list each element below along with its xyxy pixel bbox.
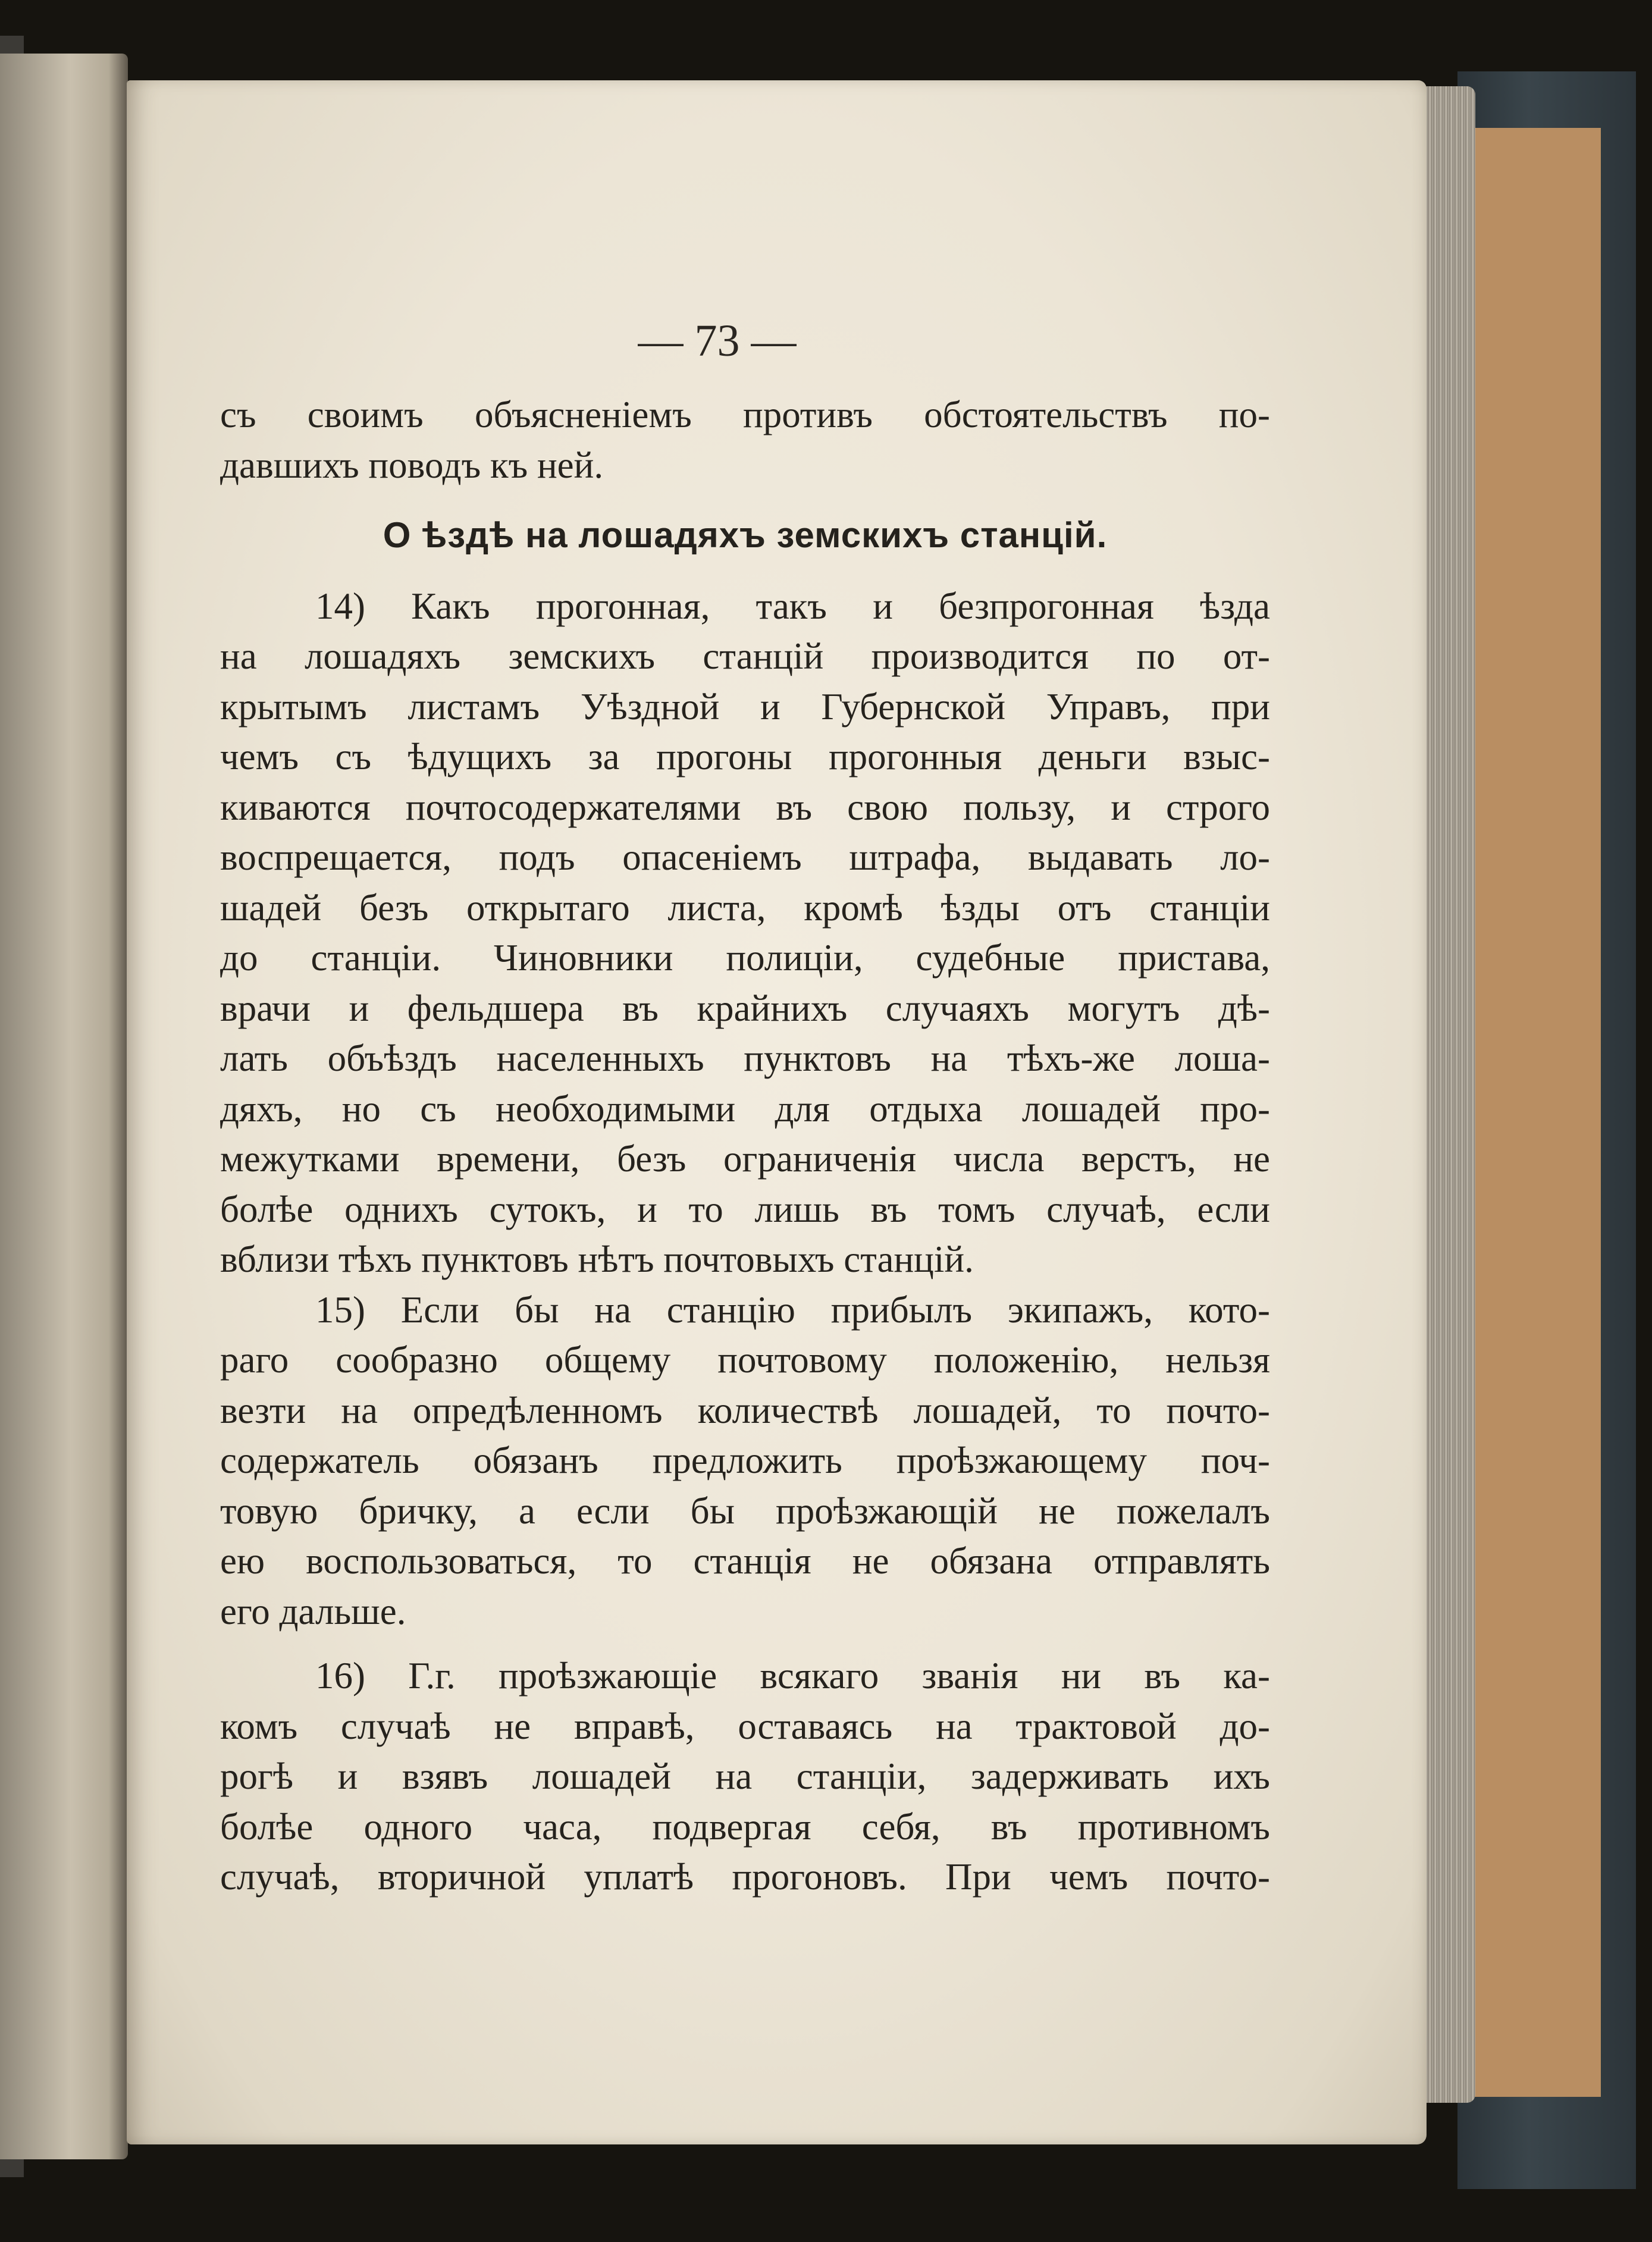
- text-line: врачи и фельдшера въ крайнихъ случаяхъ могутъ дѣ-: [220, 987, 1270, 1029]
- text-line: болѣе одного часа, подвергая себя, въ противномъ: [220, 1805, 1270, 1848]
- text-line: его дальше.: [220, 1590, 406, 1632]
- text-line: болѣе однихъ сутокъ, и то лишь въ томъ случаѣ, если: [220, 1188, 1270, 1230]
- text-line: лать объѣздъ населенныхъ пунктовъ на тѣхъ-же лоша-: [220, 1037, 1270, 1079]
- text-line: чемъ съ ѣдущихъ за прогоны прогонныя деньги взыс-: [220, 736, 1270, 777]
- text-line: рогѣ и взявъ лошадей на станціи, задерживать ихъ: [220, 1755, 1270, 1797]
- text-line: до станціи. Чиновники полиціи, судебные пристава,: [220, 937, 1270, 979]
- text-line: 14) Какъ прогонная, такъ и безпрогонная ѣзда: [315, 585, 1270, 627]
- paragraph-15: [220, 1285, 1270, 1637]
- page-text: [220, 390, 1270, 1902]
- text-line: киваются почтосодержателями въ свою пользу, и строго: [220, 786, 1270, 828]
- book-page: [127, 80, 1427, 2144]
- previous-page-edge: [0, 54, 128, 2159]
- text-line: случаѣ, вторичной уплатѣ прогоновъ. При чемъ почто-: [220, 1856, 1270, 1898]
- text-line: давшихъ поводъ къ ней.: [220, 444, 604, 486]
- text-line: комъ случаѣ не вправѣ, оставаясь на трактовой до-: [220, 1705, 1270, 1747]
- endpaper: [1469, 128, 1601, 2097]
- text-line: 16) Г.г. проѣзжающіе всякаго званія ни въ ка-: [315, 1655, 1270, 1697]
- text-line: 15) Если бы на станцію прибылъ экипажъ, кото-: [315, 1288, 1270, 1331]
- text-line: вблизи тѣхъ пунктовъ нѣтъ почтовыхъ станцій.: [220, 1238, 974, 1280]
- text-line: содержатель обязанъ предложить проѣзжающему поч-: [220, 1440, 1270, 1481]
- text-line: дяхъ, но съ необходимыми для отдыха лошадей про-: [220, 1087, 1270, 1130]
- text-line: крытымъ листамъ Уѣздной и Губернской Управъ, при: [220, 685, 1270, 728]
- paragraph-16: [220, 1651, 1270, 1902]
- text-line: раго сообразно общему почтовому положенію, нельзя: [220, 1339, 1270, 1381]
- text-line: межутками времени, безъ ограниченія числа верстъ, не: [220, 1138, 1270, 1180]
- text-line: на лошадяхъ земскихъ станцій производится по от-: [220, 635, 1270, 677]
- text-line: везти на опредѣленномъ количествѣ лошадей, то почто-: [220, 1389, 1270, 1431]
- page-number: — 73 —: [638, 316, 797, 366]
- section-heading: О ѣздѣ на лошадяхъ земскихъ станцій.: [383, 515, 1108, 555]
- text-line: товую бричку, а если бы проѣзжающій не пожелалъ: [220, 1490, 1270, 1532]
- paragraph-14: [220, 581, 1270, 1285]
- text-line: шадей безъ открытаго листа, кромѣ ѣзды отъ станціи: [220, 886, 1270, 929]
- text-line: ею воспользоваться, то станція не обязана отправлять: [220, 1540, 1270, 1582]
- text-line: съ своимъ объясненіемъ противъ обстоятельствъ по-: [220, 394, 1270, 435]
- text-line: воспрещается, подъ опасеніемъ штрафа, выдавать ло-: [220, 836, 1270, 878]
